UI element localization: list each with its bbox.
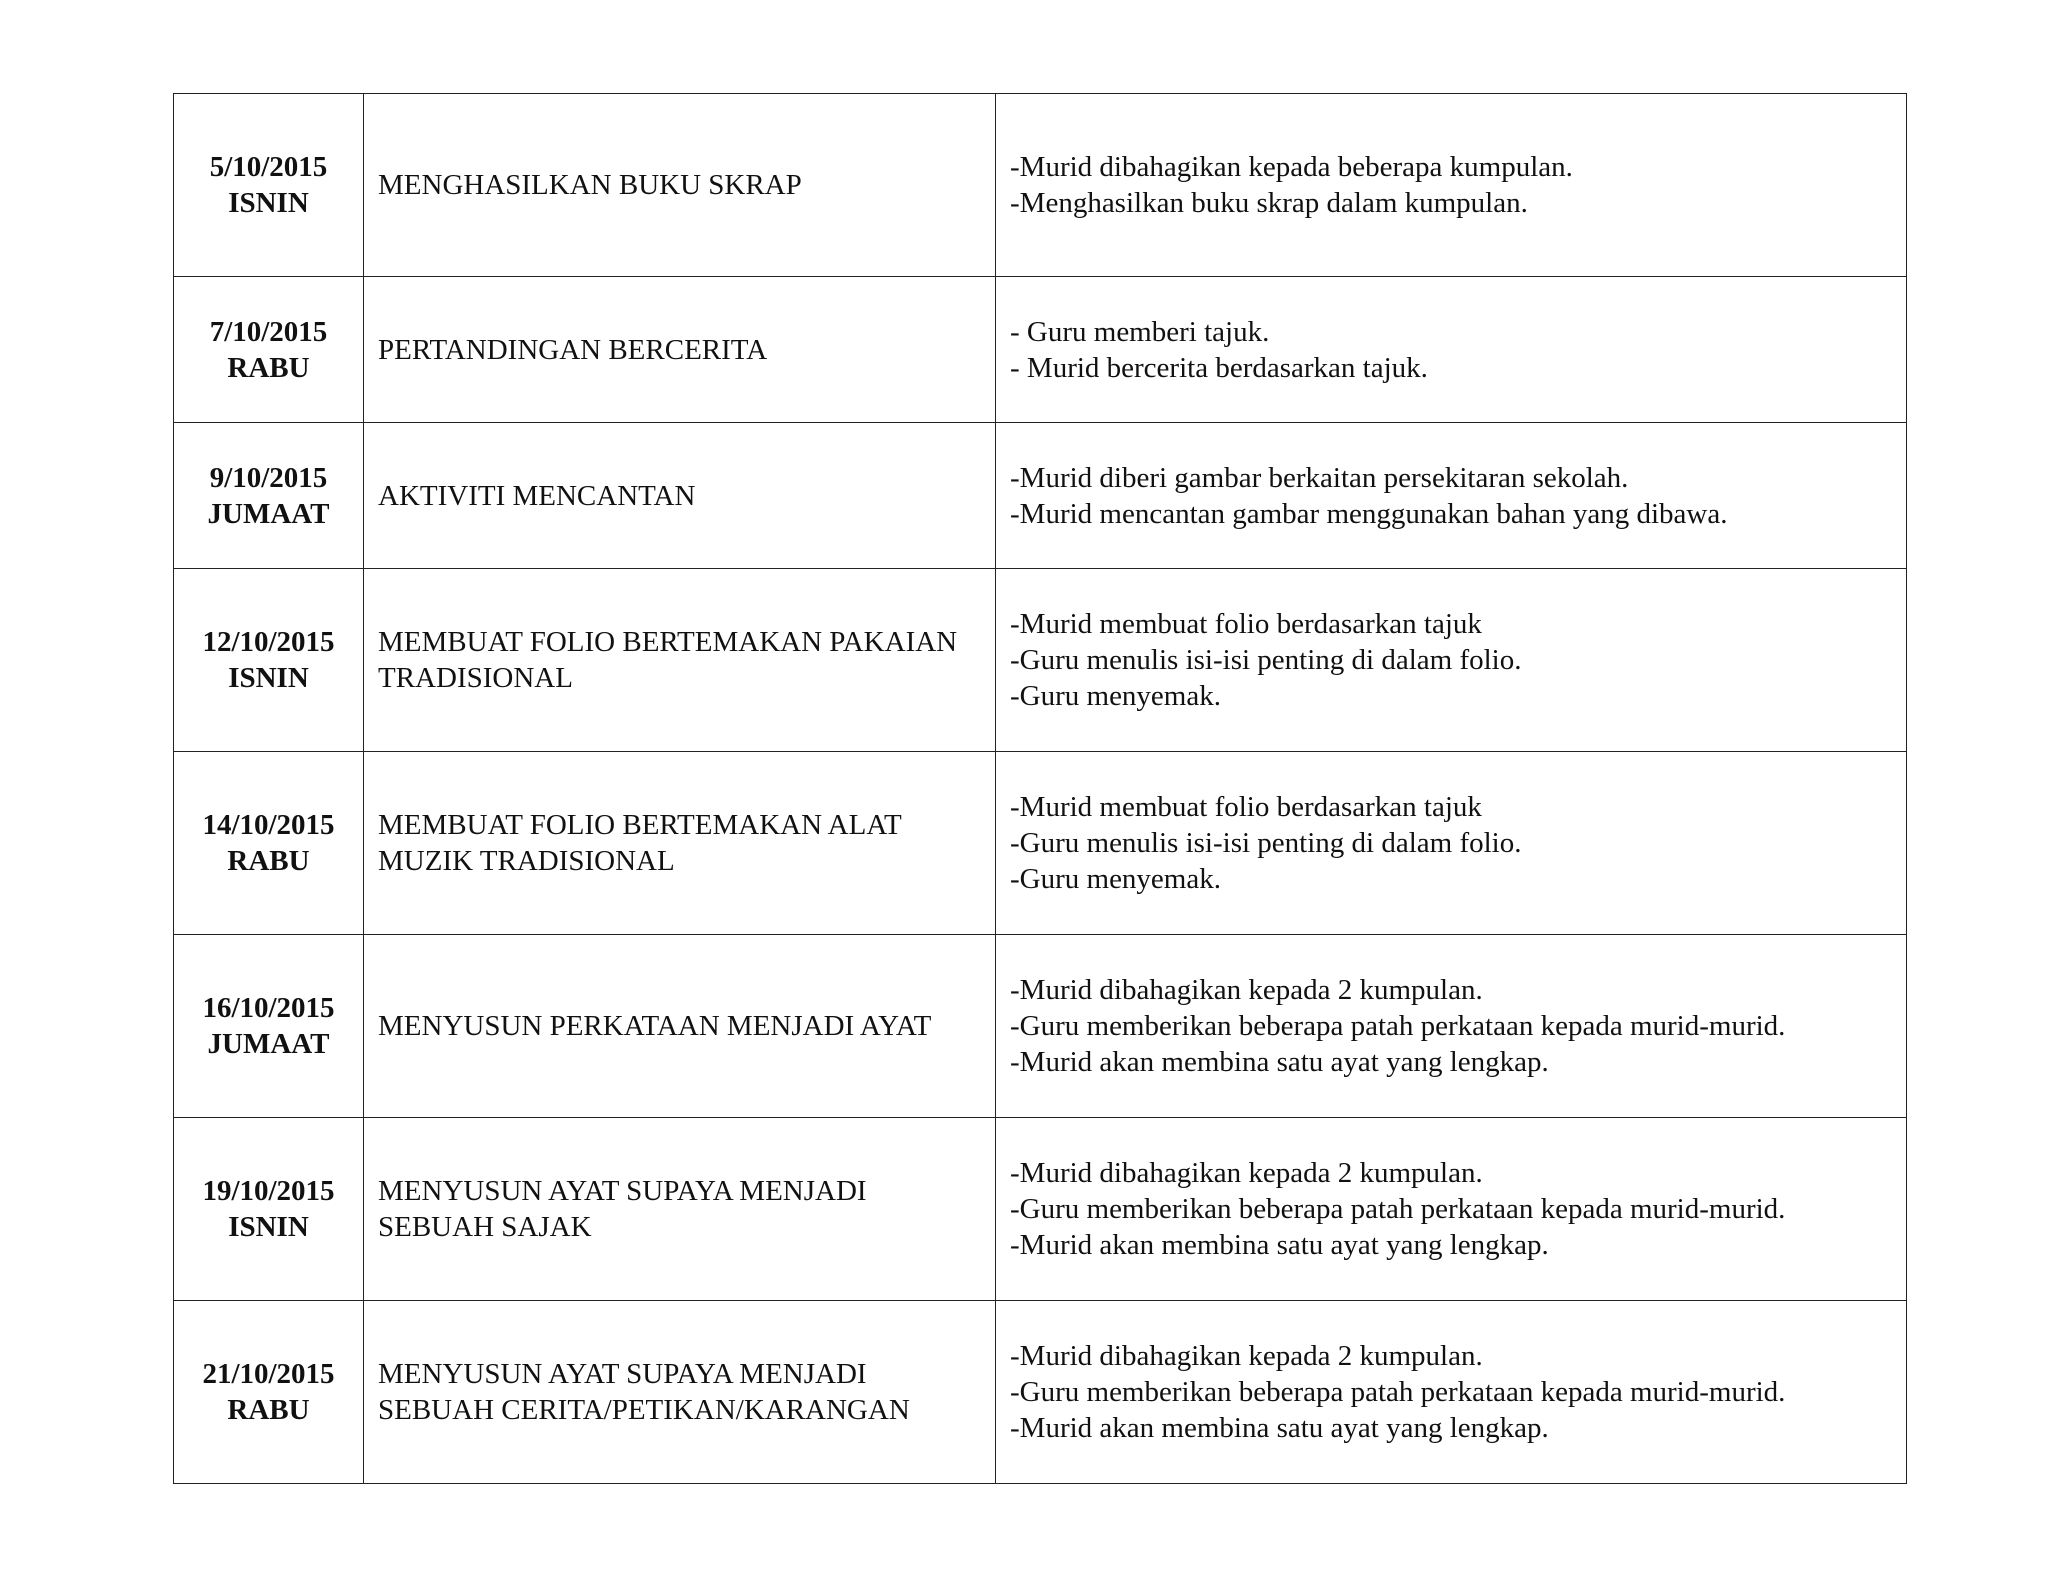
activity-cell (364, 94, 996, 277)
day-text: RABU (227, 351, 310, 384)
detail-line: -Guru memberikan beberapa patah perkataan kepada murid-murid. (1010, 1193, 1786, 1225)
details-cell (996, 423, 1907, 569)
day-text: ISNIN (228, 1211, 309, 1243)
day-text: JUMAAT (207, 1028, 330, 1060)
date-text: 14/10/2015 (202, 809, 335, 841)
detail-line: -Murid dibahagikan kepada beberapa kumpulan. (1010, 151, 1573, 183)
activity-cell (364, 423, 996, 569)
date-text: 5/10/2015 (209, 151, 328, 183)
detail-line: -Murid akan membina satu ayat yang lengkap. (1010, 1046, 1549, 1078)
details-cell (996, 569, 1907, 752)
detail-line: -Guru menulis isi-isi penting di dalam folio. (1010, 644, 1522, 676)
detail-line: -Murid akan membina satu ayat yang lengkap. (1010, 1229, 1549, 1261)
date-cell (174, 1301, 364, 1484)
date-cell (174, 277, 364, 423)
activity-title: PERTANDINGAN BERCERITA (378, 333, 768, 366)
schedule-body (174, 94, 1907, 1484)
date-cell (174, 569, 364, 752)
detail-line: - Murid bercerita berdasarkan tajuk. (1010, 351, 1428, 384)
activity-cell (364, 935, 996, 1118)
day-text: JUMAAT (207, 497, 330, 530)
day-text: ISNIN (228, 662, 309, 694)
date-cell (174, 423, 364, 569)
detail-line: -Murid membuat folio berdasarkan tajuk (1010, 608, 1482, 640)
detail-line: -Murid diberi gambar berkaitan persekitaran sekolah. (1010, 461, 1629, 494)
detail-line: -Murid dibahagikan kepada 2 kumpulan. (1010, 1157, 1483, 1189)
details-cell (996, 935, 1907, 1118)
activity-title: AKTIVITI MENCANTAN (378, 479, 696, 512)
date-text: 9/10/2015 (209, 461, 328, 494)
detail-line: -Murid dibahagikan kepada 2 kumpulan. (1010, 1340, 1483, 1372)
table-row (174, 1118, 1907, 1301)
date-text: 21/10/2015 (202, 1358, 335, 1390)
date-text: 16/10/2015 (202, 992, 335, 1024)
activity-title: MENYUSUN AYAT SUPAYA MENJADI SEBUAH SAJAK (378, 1175, 867, 1243)
table-row (174, 277, 1907, 423)
date-cell (174, 1118, 364, 1301)
date-cell (174, 935, 364, 1118)
table-row (174, 569, 1907, 752)
table-row (174, 94, 1907, 277)
date-text: 7/10/2015 (209, 315, 328, 348)
detail-line: - Guru memberi tajuk. (1010, 315, 1270, 348)
activity-title: MENYUSUN PERKATAAN MENJADI AYAT (378, 1010, 932, 1042)
table-row (174, 423, 1907, 569)
details-cell (996, 752, 1907, 935)
activity-cell (364, 752, 996, 935)
activity-cell (364, 1301, 996, 1484)
detail-line: -Guru menulis isi-isi penting di dalam folio. (1010, 827, 1522, 859)
detail-line: -Guru menyemak. (1010, 680, 1221, 712)
details-cell (996, 94, 1907, 277)
detail-line: -Murid akan membina satu ayat yang lengkap. (1010, 1412, 1549, 1444)
activity-title: MEMBUAT FOLIO BERTEMAKAN ALAT MUZIK TRADISIONAL (378, 809, 902, 877)
activity-cell (364, 569, 996, 752)
detail-line: -Murid mencantan gambar menggunakan bahan yang dibawa. (1010, 497, 1728, 530)
details-cell (996, 1301, 1907, 1484)
table-row (174, 1301, 1907, 1484)
activity-title: MENGHASILKAN BUKU SKRAP (378, 169, 802, 201)
date-cell (174, 94, 364, 277)
detail-line: -Menghasilkan buku skrap dalam kumpulan. (1010, 187, 1528, 219)
day-text: RABU (227, 845, 310, 877)
detail-line: -Murid dibahagikan kepada 2 kumpulan. (1010, 974, 1483, 1006)
day-text: ISNIN (228, 187, 309, 219)
activity-title: MEMBUAT FOLIO BERTEMAKAN PAKAIAN TRADISIONAL (378, 626, 958, 694)
details-cell (996, 1118, 1907, 1301)
activity-schedule-table (173, 93, 1907, 1484)
table-row (174, 752, 1907, 935)
activity-cell (364, 1118, 996, 1301)
date-text: 12/10/2015 (202, 626, 335, 658)
table-row (174, 935, 1907, 1118)
details-cell (996, 277, 1907, 423)
date-text: 19/10/2015 (202, 1175, 335, 1207)
detail-line: -Guru memberikan beberapa patah perkataan kepada murid-murid. (1010, 1010, 1786, 1042)
activity-cell (364, 277, 996, 423)
date-cell (174, 752, 364, 935)
detail-line: -Murid membuat folio berdasarkan tajuk (1010, 791, 1482, 823)
detail-line: -Guru menyemak. (1010, 863, 1221, 895)
detail-line: -Guru memberikan beberapa patah perkataan kepada murid-murid. (1010, 1376, 1786, 1408)
day-text: RABU (227, 1394, 310, 1426)
activity-title: MENYUSUN AYAT SUPAYA MENJADI SEBUAH CERITA/PETIKAN/KARANGAN (378, 1358, 910, 1426)
